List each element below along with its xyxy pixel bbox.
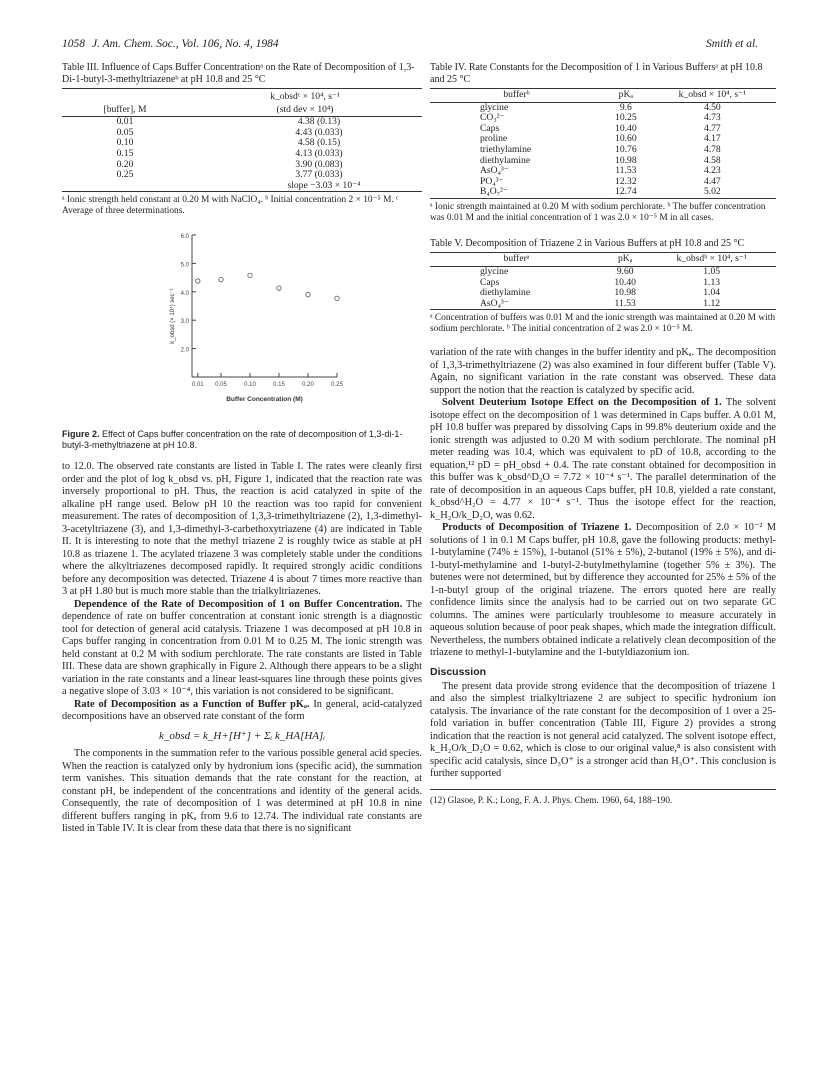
table3-row	[62, 149, 422, 160]
table5-caption: Table V. Decomposition of Triazene 2 in Various Buffers at pH 10.8 and 25 °C	[430, 237, 745, 249]
table4-cell-buffer: triethylamine	[480, 143, 532, 155]
table4-cell-pka: 9.6	[619, 101, 632, 113]
x-tick-label: 0.20	[302, 382, 314, 389]
x-tick-label: 0.01	[191, 382, 204, 389]
page-number: 1058	[62, 38, 85, 50]
table5-cell-buffer: AsO₄³⁻	[480, 297, 509, 309]
right-paragraph-3-body: Decomposition of 2.0 × 10⁻² M solutions of 1 in 0.1 M Caps buffer, pH 10.8, gave the following products: methyl-1-butylamine (74% ± 15%), 1-butanol (51% ± 5%), 2-butanol (19% ± 5%), and di-1-butyl-methylamine and 1-butyl-2-butylmethylamine (together 5% ± 3%). The butenes were not determined, but by difference they accounted for 25% ± 5% of the 1-n-butyl group of the original triazene. The errors quoted here are really confidence limits since the analysis had to be carried out on two separate GC columns. The amines were particularly troublesome to measure accurately in aqueous solution because of poor peak shapes, which made the integration difficult. Nevertheless, the numbers obtained indicate a relatively clean decomposition of the triazene to methyl-1-butylamine and the 1-butyldiazonium ion.	[430, 522, 776, 659]
right-paragraph-1: variation of the rate with changes in the buffer identity and pKₐ. The decomposition of 1,3,3-trimethyltriazene (2) was also examined in four different buffer (Table V). Again, no significant variation in the rate constant was observed. These data support the notion that the reaction is catalyzed by specific acid.	[430, 347, 776, 396]
right-paragraph-4: The present data provide strong evidence that the decomposition of triazene 1 and also the simplest trialkyltriazene 2 are subject to specific hydronium ion catalysis. The invariance of the rate constant for the decomposition of 1 over a 25-fold variation in buffer concentration (Table III, Figure 2) provides a strong indication that the reaction is not general acid catalyzed. The solvent isotope effect, k_H₂O/k_D₂O = 0.62, which is close to our original value,⁸ is also consistent with specific acid catalysis, since D₃O⁺ is a stronger acid than H₃O⁺. This conclusion is further supported	[430, 680, 776, 779]
table3-cell-kobsd: 3.90 (0.083)	[295, 158, 343, 170]
x-tick-label: 0.15	[273, 382, 285, 389]
table3	[62, 88, 422, 192]
left-paragraph-3	[62, 699, 422, 724]
table4-cell-buffer: B₄O₇²⁻	[480, 186, 508, 198]
y-tick-label: 2.0	[180, 347, 189, 354]
section-heading-isotope-effect: Solvent Deuterium Isotope Effect on the Decomposition of 1.	[442, 397, 722, 409]
y-axis-title: k_obsd (× 10⁴) sec⁻¹	[170, 288, 176, 345]
footnote-12: (12) Glasoe, P. K.; Long, F. A. J. Phys. Chem. 1960, 64, 188–190.	[430, 789, 776, 807]
left-paragraph-4: The components in the summation refer to the various possible general acid species. When the reaction is catalyzed only by hydronium ions (specific acid), the summation term vanishes. This situation demands that the rate constant for the reaction, at constant pH, be independent of the concentrations and identity of the general acids. Consequently, the rate of decomposition of 1 was determined at pH 10.8 in nine different buffers ranging in pKₐ from 9.6 to 12.74. The individual rate constants are listed in Table IV. It is clear from these data that there is no significant	[62, 748, 422, 835]
x-axis-title: Buffer Concentration (M)	[226, 396, 303, 404]
table4-cell-buffer: diethylamine	[480, 154, 531, 166]
figure2-caption	[62, 429, 422, 451]
table3-cell-buffer: 0.25	[116, 169, 134, 181]
left-column	[62, 62, 422, 836]
table4-header-kobsd: k_obsd × 10⁴, s⁻¹	[678, 89, 746, 100]
table4-caption: Table IV. Rate Constants for the Decomposition of 1 in Various Buffersᵃ at pH 10.8 and 25 °C	[430, 62, 763, 85]
section-heading-buffer-pka: Rate of Decomposition as a Function of Buffer pKₐ.	[74, 698, 310, 710]
table4-cell-kobsd: 4.50	[703, 101, 721, 113]
left-paragraph-2-body: The dependence of rate on buffer concentration at constant ionic strength is a diagnostic tool for detection of general acid catalysis. Triazene 1 was decomposed at pH 10.8 in Caps buffer ranging in concentration from 0.01 M to 0.25 M. The ionic strength was held constant at 0.2 M with sodium perchlorate. The rate constants are listed in Table III. These data are shown graphically in Figure 2. Although there appears to be a slight variation in the rate constants and a linear least-squares line through these points gives a negative slope of 3.03 × 10⁻⁴, this variation is not considered to be significant.	[62, 598, 422, 698]
table4-cell-pka: 12.32	[615, 175, 637, 187]
table5-cell-kobsd: 1.05	[703, 266, 721, 278]
data-point	[219, 278, 223, 282]
table4-cell-kobsd: 5.02	[703, 186, 721, 198]
table3-cell-buffer: 0.20	[116, 158, 134, 170]
table4-cell-pka: 10.60	[615, 133, 637, 145]
table3-row	[62, 160, 422, 171]
table4-header-pka: pKₐ	[618, 89, 634, 100]
table5-cell-kobsd: 1.04	[703, 287, 721, 299]
running-authors: Smith et al.	[706, 38, 759, 50]
y-tick-label: 3.0	[180, 319, 189, 326]
table4-cell-kobsd: 4.58	[703, 154, 721, 166]
table3-cell-buffer: 0.15	[116, 147, 134, 159]
table3-cell-buffer: 0.05	[116, 126, 134, 138]
table3-col2-header-line2: (std dev × 10⁴)	[276, 103, 334, 115]
table3-row	[62, 128, 422, 139]
section-heading-products: Products of Decomposition of Triazene 1.	[442, 522, 632, 534]
table4-row	[430, 145, 776, 156]
right-paragraph-3	[430, 522, 776, 660]
table4-cell-buffer: proline	[480, 133, 508, 145]
table3-cell-buffer: 0.10	[116, 137, 134, 149]
table3-row	[62, 170, 422, 181]
y-tick-label: 4.0	[180, 291, 189, 298]
data-point	[306, 293, 310, 297]
discussion-heading: Discussion	[430, 665, 487, 678]
figure2	[62, 227, 422, 425]
table3-col1-header: [buffer], M	[103, 103, 147, 115]
table4-cell-buffer: Caps	[480, 122, 500, 134]
table5-cell-kobsd: 1.12	[703, 297, 721, 309]
data-point	[335, 296, 339, 300]
table4-cell-buffer: CO₃²⁻	[480, 112, 505, 124]
table5-footnote: ᵃ Concentration of buffers was 0.01 M and the ionic strength was maintained at 0.20 M with sodium perchlorate. ᵇ The initial concentration of 2 was 2.0 × 10⁻⁵ M.	[430, 313, 776, 335]
table4-cell-pka: 10.40	[615, 122, 637, 134]
table4-cell-buffer: AsO₄³⁻	[480, 165, 509, 177]
table5-cell-kobsd: 1.13	[703, 276, 721, 288]
table5-cell-buffer: glycine	[480, 266, 509, 278]
left-paragraph-2	[62, 599, 422, 699]
table3-caption: Table III. Influence of Caps Buffer Concentrationᵃ on the Rate of Decomposition of 1,3-Di-1-butyl-3-methyltriazeneᵇ at pH 10.8 and 25 °C	[62, 62, 415, 85]
right-paragraph-2	[430, 397, 776, 522]
rate-equation: k_obsd = k_H+[H⁺] + Σᵢ k_HA[HA]ᵢ	[158, 729, 326, 742]
table4-cell-kobsd: 4.17	[703, 133, 721, 145]
figure2-caption-label: Figure 2.	[62, 429, 100, 440]
table4-cell-kobsd: 4.47	[703, 175, 721, 187]
section-heading-buffer-concentration: Dependence of the Rate of Decomposition of 1 on Buffer Concentration.	[74, 598, 403, 610]
table4-cell-pka: 12.74	[615, 186, 637, 198]
table3-cell-kobsd: 3.77 (0.033)	[295, 169, 343, 181]
figure2-caption-text: Effect of Caps buffer concentration on the rate of decomposition of 1,3-di-1-butyl-3-methyltriazene at pH 10.8.	[62, 429, 403, 451]
table4-cell-buffer: PO₄³⁻	[480, 175, 504, 187]
data-point	[248, 273, 252, 277]
data-point	[277, 286, 281, 290]
table5-row	[430, 299, 776, 310]
left-paragraph-1: to 12.0. The observed rate constants are listed in Table I. The rates were cleanly first order and the plot of log k_obsd vs. pH, Figure 1, indicated that the reaction rate was inversely proportional to pH. Thus, the reaction is acid catalyzed in spite of the alkaline pH range used. Below pH 10 the reaction was too rapid for convenient measurement. The rates of decomposition of 1,3,3-trimethyltriazene (2), 1,3-dimethyl-3-acetyltriazene (3), and 1,3-dimethyl-3-carbethoxytriazene (4) are indicated in Table II. It is interesting to note that the methyl triazene 2 is roughly twice as stable at pH 10.8 as triazene 1. The acylated triazene 3 was completely stable under the conditions where the alkyltriazenes decomposed rapidly. It required strongly acidic conditions before any decomposition was detected. Triazene 4 is about 7 times more reactive than 3 at pH 1.80 but is much more stable than the trialkyltriazenes.	[62, 461, 422, 598]
table5-header-buffer: bufferᵃ	[503, 253, 530, 265]
table5-cell-buffer: diethylamine	[480, 287, 531, 299]
table5-cell-pka: 11.53	[614, 297, 636, 309]
y-tick-label: 5.0	[180, 262, 189, 269]
table4-cell-buffer: glycine	[480, 101, 509, 113]
table4-header-buffer: bufferᵇ	[503, 89, 530, 100]
table5-cell-pka: 10.98	[614, 287, 636, 299]
table3-row	[62, 117, 422, 128]
table5-cell-pka: 10.40	[614, 276, 636, 288]
x-tick-label: 0.05	[215, 382, 227, 389]
table4-cell-kobsd: 4.23	[703, 165, 721, 177]
table3-cell-kobsd: 4.58 (0.15)	[297, 137, 341, 149]
journal-citation: J. Am. Chem. Soc., Vol. 106, No. 4, 1984	[92, 38, 279, 50]
table3-cell-kobsd: 4.38 (0.13)	[297, 116, 341, 128]
table3-row	[62, 138, 422, 149]
table3-col2-header-line1: k_obsdᶜ × 10⁴, s⁻¹	[270, 91, 340, 102]
table4-cell-pka: 10.25	[615, 112, 637, 124]
table3-slope: slope −3.03 × 10⁻⁴	[287, 179, 361, 191]
table3-cell-kobsd: 4.43 (0.033)	[295, 126, 343, 138]
table4-cell-pka: 10.98	[615, 154, 637, 166]
left-paragraph-3-body: In general, acid-catalyzed decompositions have an observed rate constant of the form	[62, 698, 423, 723]
table5	[430, 252, 776, 310]
table4-row	[430, 187, 776, 198]
table3-cell-buffer: 0.01	[116, 116, 134, 128]
table5-cell-pka: 9.60	[616, 266, 634, 278]
table5-header-pka: pKₐ	[617, 253, 633, 265]
x-tick-label: 0.25	[331, 382, 343, 389]
table4	[430, 88, 776, 199]
table5-header-kobsd: k_obsdᵇ × 10⁴, s⁻¹	[676, 253, 747, 265]
table4-cell-pka: 11.53	[615, 165, 637, 177]
table4-footnote: ᵃ Ionic strength maintained at 0.20 M with sodium perchlorate. ᵇ The buffer concentration was 0.01 M and the initial concentration of 1 was 2.0 × 10⁻⁵ M in all cases.	[430, 201, 766, 223]
figure2-plot	[62, 227, 422, 425]
table3-cell-kobsd: 4.13 (0.033)	[295, 147, 343, 159]
right-paragraph-2-body: The solvent isotope effect on the decomposition of 1 was determined in Caps buffer. A 0.01 M, pH 10.8 buffer was prepared by dissolving Caps in 99.8% deuterium oxide and the ionic strength was adjusted to 0.20 M with sodium perchlorate. The nominal pH meter reading was 10.4, which was equivalent to pD of 10.8, according to the equation,¹² pD = pH_obsd + 0.4. The rate constant obtained for decomposition in this buffer was k_obsd^D₂O = 7.72 × 10⁻⁴ s⁻¹. The parallel determination of the rate of decomposition in an aqueous Caps buffer, pH 10.8, yielded a rate constant, k_obsd^H₂O = 4.77 × 10⁻⁴ s⁻¹. Thus the isotope effect for the reaction, k_H₂O/k_D₂O, was 0.62.	[430, 397, 777, 521]
y-tick-label: 6.0	[180, 234, 189, 241]
table5-row	[430, 267, 776, 278]
table4-cell-kobsd: 4.73	[703, 112, 721, 124]
table5-cell-buffer: Caps	[480, 276, 500, 288]
right-column	[430, 62, 776, 806]
table4-cell-kobsd: 4.77	[703, 122, 721, 134]
table3-footnote: ᵃ Ionic strength held constant at 0.20 M with NaClO₄. ᵇ Initial concentration 2 × 10⁻⁵ M. ᶜ Average of three determinations.	[62, 195, 399, 217]
data-point	[196, 279, 200, 283]
x-tick-label: 0.10	[244, 382, 256, 389]
table4-cell-kobsd: 4.78	[703, 143, 721, 155]
table4-cell-pka: 10.76	[615, 143, 637, 155]
